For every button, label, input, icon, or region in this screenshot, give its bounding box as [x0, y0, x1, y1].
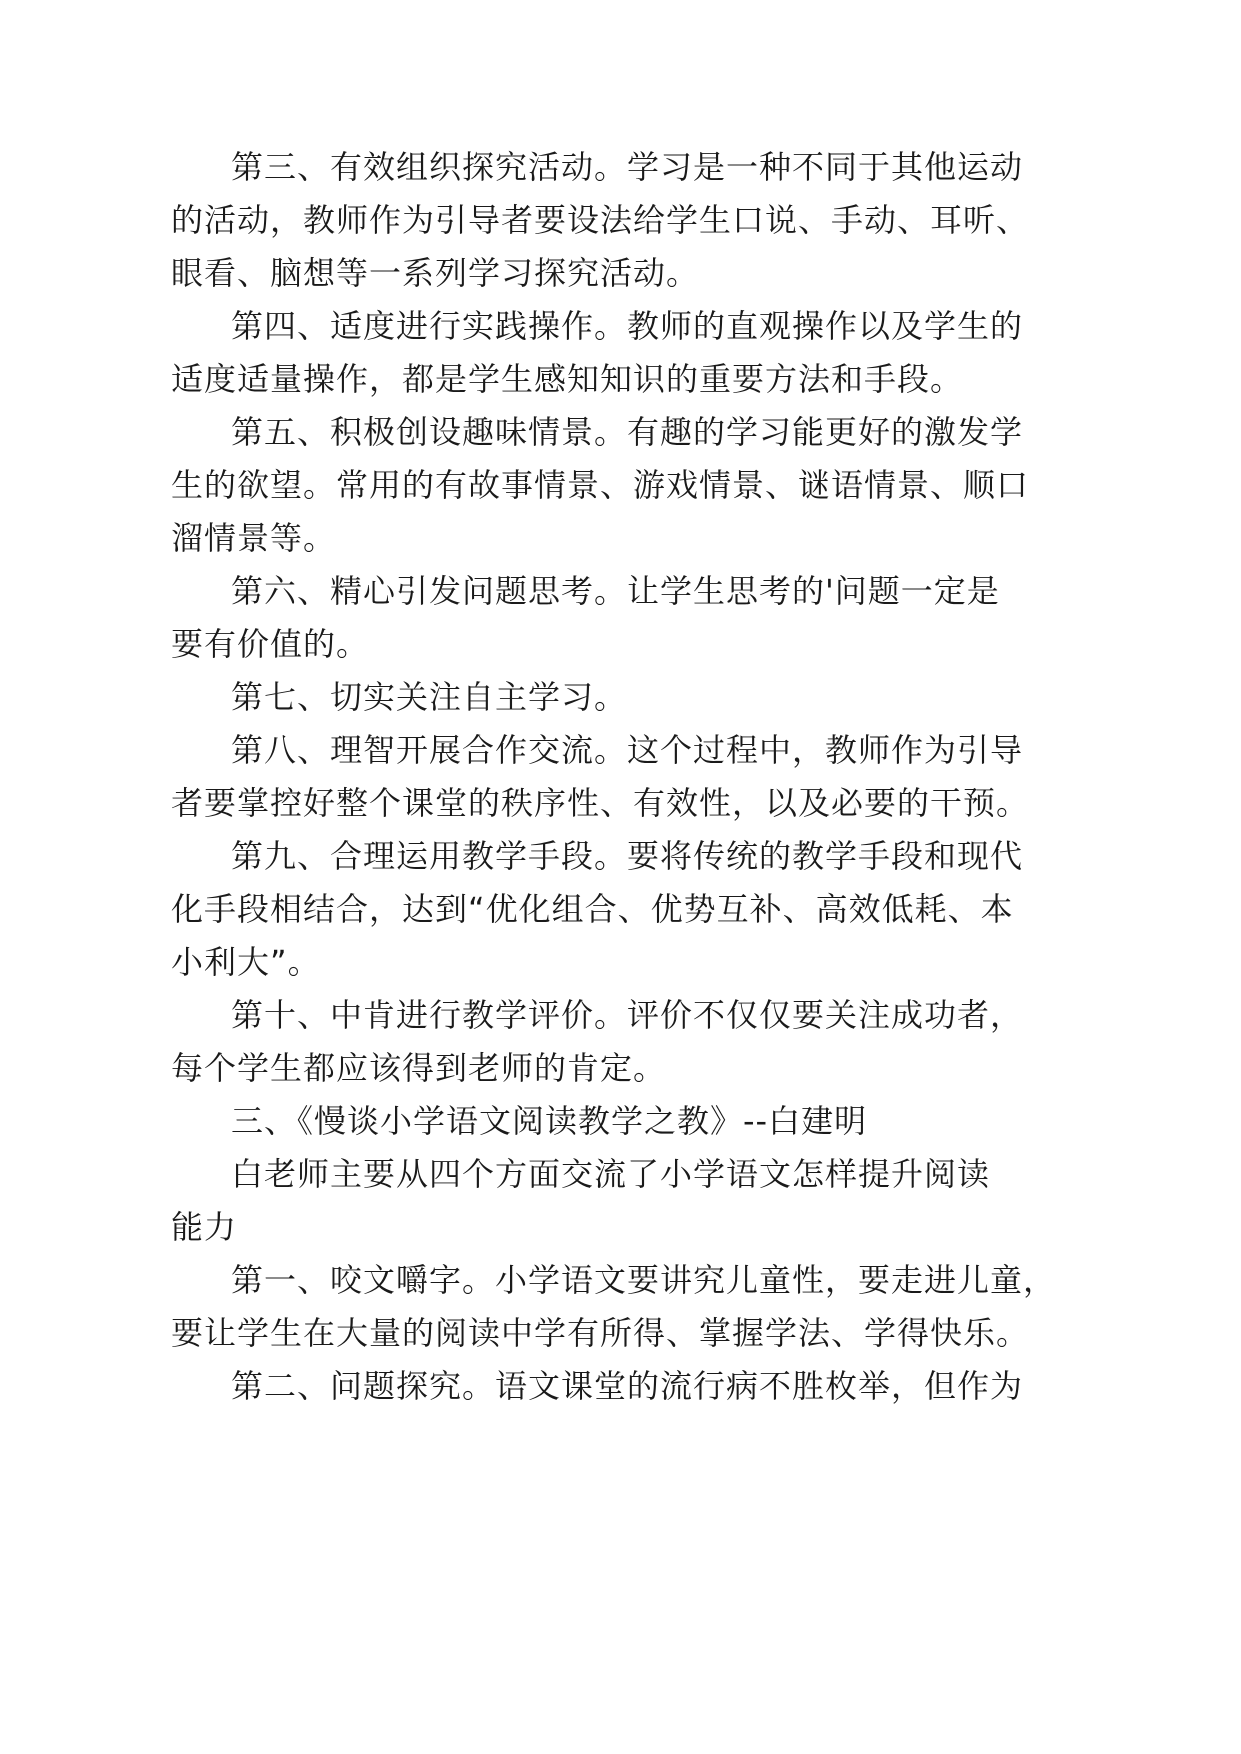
text-line: 每个学生都应该得到老师的肯定。	[171, 1049, 667, 1087]
text-line: 第六、精心引发问题思考。让学生思考的'问题一定是	[231, 572, 1000, 610]
text-line: 的活动，教师作为引导者要设法给学生口说、手动、耳听、	[171, 201, 1030, 239]
text-line: 三、《慢谈小学语文阅读教学之教》--白建明	[231, 1102, 868, 1140]
text-line: 第四、适度进行实践操作。教师的直观操作以及学生的	[231, 307, 1024, 345]
text-line: 第三、有效组织探究活动。学习是一种不同于其他运动	[231, 148, 1024, 186]
text-line: 白老师主要从四个方面交流了小学语文怎样提升阅读	[231, 1155, 991, 1193]
text-line: 第二、问题探究。语文课堂的流行病不胜枚举，但作为	[231, 1367, 1024, 1405]
text-line: 适度适量操作，都是学生感知知识的重要方法和手段。	[171, 360, 964, 398]
text-line: 第八、理智开展合作交流。这个过程中，教师作为引导	[231, 731, 1024, 769]
text-line: 第五、积极创设趣味情景。有趣的学习能更好的激发学	[231, 413, 1024, 451]
text-line: 第九、合理运用教学手段。要将传统的教学手段和现代	[231, 837, 1024, 875]
text-line: 第七、切实关注自主学习。	[231, 678, 628, 716]
text-line: 化手段相结合，达到“优化组合、优势互补、高效低耗、本	[171, 890, 1014, 928]
text-line: 第十、中肯进行教学评价。评价不仅仅要关注成功者，	[231, 996, 1024, 1034]
text-line: 要让学生在大量的阅读中学有所得、掌握学法、学得快乐。	[171, 1314, 1030, 1352]
text-line: 能力	[171, 1208, 238, 1246]
text-line: 生的欲望。常用的有故事情景、游戏情景、谜语情景、顺口	[171, 466, 1030, 504]
text-line: 要有价值的。	[171, 625, 370, 663]
text-line: 者要掌控好整个课堂的秩序性、有效性，以及必要的干预。	[171, 784, 1030, 822]
text-line: 第一、咬文嚼字。小学语文要讲究儿童性，要走进儿童，	[231, 1261, 1057, 1299]
text-line: 眼看、脑想等一系列学习探究活动。	[171, 254, 700, 292]
text-line: 小利大”。	[171, 943, 321, 981]
text-line: 溜情景等。	[171, 519, 337, 557]
